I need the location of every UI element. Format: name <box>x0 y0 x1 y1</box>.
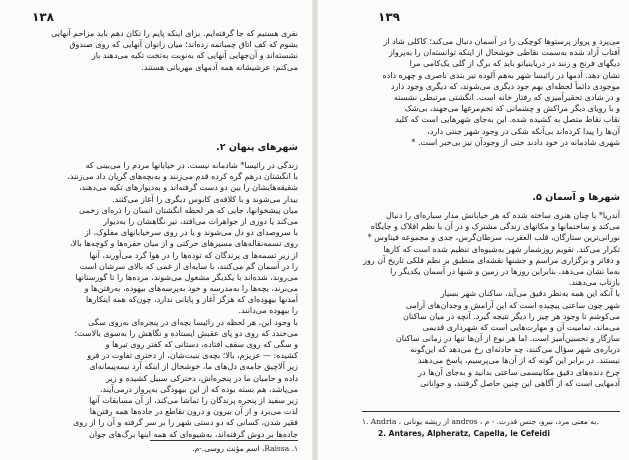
text-line: بیدار می‌شوند و با کلافه‌ی کابوس دیگری را آغاز می‌کنند. <box>112 194 298 204</box>
text-line: می‌کند و ساختمانها و مکانهای زندگی مشترک و در آن با نظم افلاک و جایگاه <box>370 222 620 232</box>
text-line: می‌پرد و پرواز پرستوها کوچکی را در آسمان دنبال می‌کند؛ کاکلی شاد از <box>383 37 620 46</box>
text-line: و با رویای دیگر مراکش و چشمانی که تخم‌مرغها می‌جهند، بی‌شک <box>404 104 620 114</box>
section-heading: شهرهای پنهان ۲. <box>216 142 298 153</box>
text-line: می‌کنم: عرشیشانه همه آدمهای مهربانی هستند. <box>141 62 298 72</box>
text-line: داده و حامیان ما در پنجره‌اش، دخترکی سبیل کشیده و زیر <box>106 373 298 383</box>
text-line: لذت می‌برد و از آن بیرون و درون تقاطع در جاده‌ها همه رفتن‌ها <box>89 407 298 417</box>
text-line: فقیر شدن، کسانی که دو دستی شهر را بر سر گرفته و آن را از روی <box>73 418 298 428</box>
text-line: می‌کوشم تا وجود هر چیز را دیگر نتیجه گیرد. آنچه در میان ساکنان <box>403 311 620 321</box>
text-line: و دفاتر و برگزاری مراسم و جشنها نقشه‌ای منطبق بر نظم فلکی تاریخ آن روز <box>363 255 620 265</box>
text-line: با وجود این، هر لحظه در رائیسا بچه‌ای در پنجره‌ای به‌روی سگی <box>88 317 298 327</box>
footnote-divider <box>362 411 620 412</box>
text-line: بشوم که کف اتاق چمباتمه زده‌اند؛ میان زانوان آنهایی که روی صندوق <box>69 40 298 50</box>
left-page <box>0 0 312 460</box>
page-number: ۱۳۸ <box>32 10 54 24</box>
text-line: نشان دهد. آدمها در رائیسا شهر به‌هم آلوده تیر بندی ناصری و چهره داده <box>382 70 620 80</box>
footnote: ۱. Raissa، اسم مؤنث روسی.-م. <box>192 444 298 453</box>
text-line: سازگار و تحسین‌آمیز است. اما هر نوع از آن‌ها تنها در زمانی ساکنان <box>395 334 620 344</box>
text-line: نفری هستیم که جا گرفته‌ایم. برای اینکه پایم را تکان دهم باید مزاحم آنهایی <box>51 29 298 38</box>
text-line: آدمهایی است که از آگاهی این چنین حاصل گرفتند، و جوانانی <box>420 378 620 388</box>
section-body <box>26 160 298 440</box>
text-line: آن‌ها را پیدا کرده‌اند بی‌آنکه شکی در وجود شهر جنتی دارد، <box>427 126 620 136</box>
text-line: و در شادی تحقیرآمیزی که رفتار خانه است. انگشتی مرتبطی نشسته <box>393 92 620 102</box>
text-line: زیر آلاچیق جامه‌ی دل‌های ما، خوشحال از اینکه آرد نیمه‌پیمانه‌ای <box>89 362 298 372</box>
text-line: نیستند. در برابر این گونه که از آن‌ها می‌پرسیم، پاسخ می‌دهند <box>417 356 620 366</box>
section-heading: شهرها و آسمان ۵. <box>532 192 620 203</box>
text-line: شهر چون ساعتی پیچیده است که این آرامش و وجدان‌های آرامی <box>405 300 620 310</box>
section-body <box>362 210 620 389</box>
text-line: آندریا* با چنان هنری ساخته شده که هر خیابانش مدار سیاره‌ای را دنبال <box>385 211 620 220</box>
page-number: ۱۳۹ <box>378 10 400 24</box>
text-line: را در آسمان گم می‌کنند، با سایه‌ای از غمی که بالای سرشان است <box>79 261 298 271</box>
text-line: روی تسمه‌نقاله‌های مسیرهای حرکتی و از میان حفره‌ها و کوچه‌ها بالا، <box>69 239 298 249</box>
text-line: درباره‌ی شهر سؤال می‌کنند، چه حادثه‌ای رخ می‌دهد که این‌گونه <box>410 345 620 355</box>
text-line: شقیقه‌هایشان را بین دو دست گرفته‌اند و به‌دیوارهای تکیه می‌دهند، <box>78 183 298 193</box>
text-line: موجودی دائماً لحظه‌ای بهم جود دیگری می‌شوند، که دیگری وجود دارد <box>390 81 620 91</box>
text-line: جاده‌ها بر دوش گرفته‌اند، به‌شیوه‌ای که همه اینها برگ‌های جوان <box>88 429 298 439</box>
text-line: به‌ما نشان می‌دهد. بنابراین روزها در زمین و شبها در آسمان یکدیگر را <box>390 266 620 276</box>
text-line: را بیهوده می‌دانند. <box>238 306 298 316</box>
text-line: آفتاب آزاد شده به‌سمت نقاطی خوشحال از اینکه توانسته‌ان را به‌پرواز <box>388 48 620 58</box>
text-line: زندگی در رائیسا* شادمانه نیست. در خیابانها مردم را می‌بینی که <box>85 161 298 170</box>
footnote-divider <box>150 440 298 441</box>
text-line: می‌کند یا دوزی از جواهرات می‌افتد، تیر نگاهشان را به‌دیوار <box>103 216 298 226</box>
text-line: می‌برند، بچه‌ها را به‌مدرسه و خود به‌پرسه‌های بیهوده، به‌رفتن‌ها و <box>84 284 298 294</box>
text-line: می‌ماند، تمامیت آن و مهارت‌هایی است که شهرداری قدیمی <box>422 322 620 332</box>
text-line: و سگی که روی سقف افتاده، دستانی که کفتر روی تیرها و <box>105 340 298 349</box>
text-line: نقاب نقاط متصل به کشیده شده. این به‌جای شهرهایی است که کلید <box>395 115 620 125</box>
text-line: میان پیشخوانها، جایی که هر لحظه انگشتان انسان را ذره‌ای زخمی <box>78 205 298 215</box>
footnote: ۱. Andria ، از ریشه یونانی andros ، به معنی مرد، نیرو، جنس قدرت. - م. <box>362 417 599 426</box>
text-line: زیر سفید از پنجره پرندگان را تماشا می‌کند، از آن مسابقات آنها <box>89 395 298 405</box>
text-line: نورانی‌ترین ستارگان، قلب العقرب، سرطان‌گرس، جدی و مجموعه فیتاوس * <box>367 233 620 243</box>
text-line: از زیر تسمه‌ها ی پرندگان که توده‌ها را در هوا گرد می‌آورند، آنها <box>89 250 298 260</box>
text-line: با سروصدای دو دل می‌شوند و یا در روی سرخیابانهای مفلوک، از <box>84 228 298 238</box>
text-line: چرخ دنده‌های دقیق مکانیسمی ساعتی بدانید و به‌جای آن‌ها در <box>418 367 620 377</box>
paragraph-top <box>26 28 298 73</box>
right-page <box>318 0 629 460</box>
text-line: می‌روند، شده‌اند با یکدیگر مشغول می‌شوند، مرده‌ها را تا گورستانها <box>75 272 298 282</box>
text-line: کشیده: — عزیزم، بالا؛ بچه‌ی بنیت‌شان، از دختری تفاوت در فرو <box>87 351 298 361</box>
text-line: با انگشتان درهم گره کرده قدم می‌زنند و به‌بچه‌های گریان داد می‌زنند، <box>67 172 298 182</box>
text-line: بازتاب می‌دهند. <box>568 278 620 288</box>
footnote: 2. Antares, Alpheratz, Capella, le Cefeidi <box>378 429 550 438</box>
text-line: با آنکه این همه به‌نظر دقیق می‌آید، ساکنان شهر بسیار <box>440 289 620 299</box>
text-line: تکرار می‌کند. تقویم روزشمار شهر به‌شیوه‌ای تنظیم شده است که کارها <box>383 244 620 254</box>
paragraph-top <box>362 36 620 148</box>
text-line: نشسته‌اند و آن‌جهایی آنهایی که به‌نوبت به‌تخت تکیه می‌دهند باز <box>91 51 298 61</box>
text-line: شهری شادمانه در خود دادند حتی از وجودآن نیز بی‌خبر است. * <box>411 137 620 147</box>
text-line: دیگهای فرنج و زنند در دریاینیاتو باید که برگ از گلی یک‌کامی مرا <box>409 59 620 69</box>
text-line: آمدنها بیهوده‌ای که هرگز آغاز و پایانی ندارد، چون‌که همه اینکارها <box>85 295 298 305</box>
text-line: می‌پاشد، هم‌ بسته بوده که از این بیهودگی به‌پرواز درمی‌آیند. <box>99 384 298 394</box>
text-line: می‌خندد که روی دو پای عقبش ایستاده و نگاهش را به‌سوی بالاست؛ <box>74 328 298 338</box>
